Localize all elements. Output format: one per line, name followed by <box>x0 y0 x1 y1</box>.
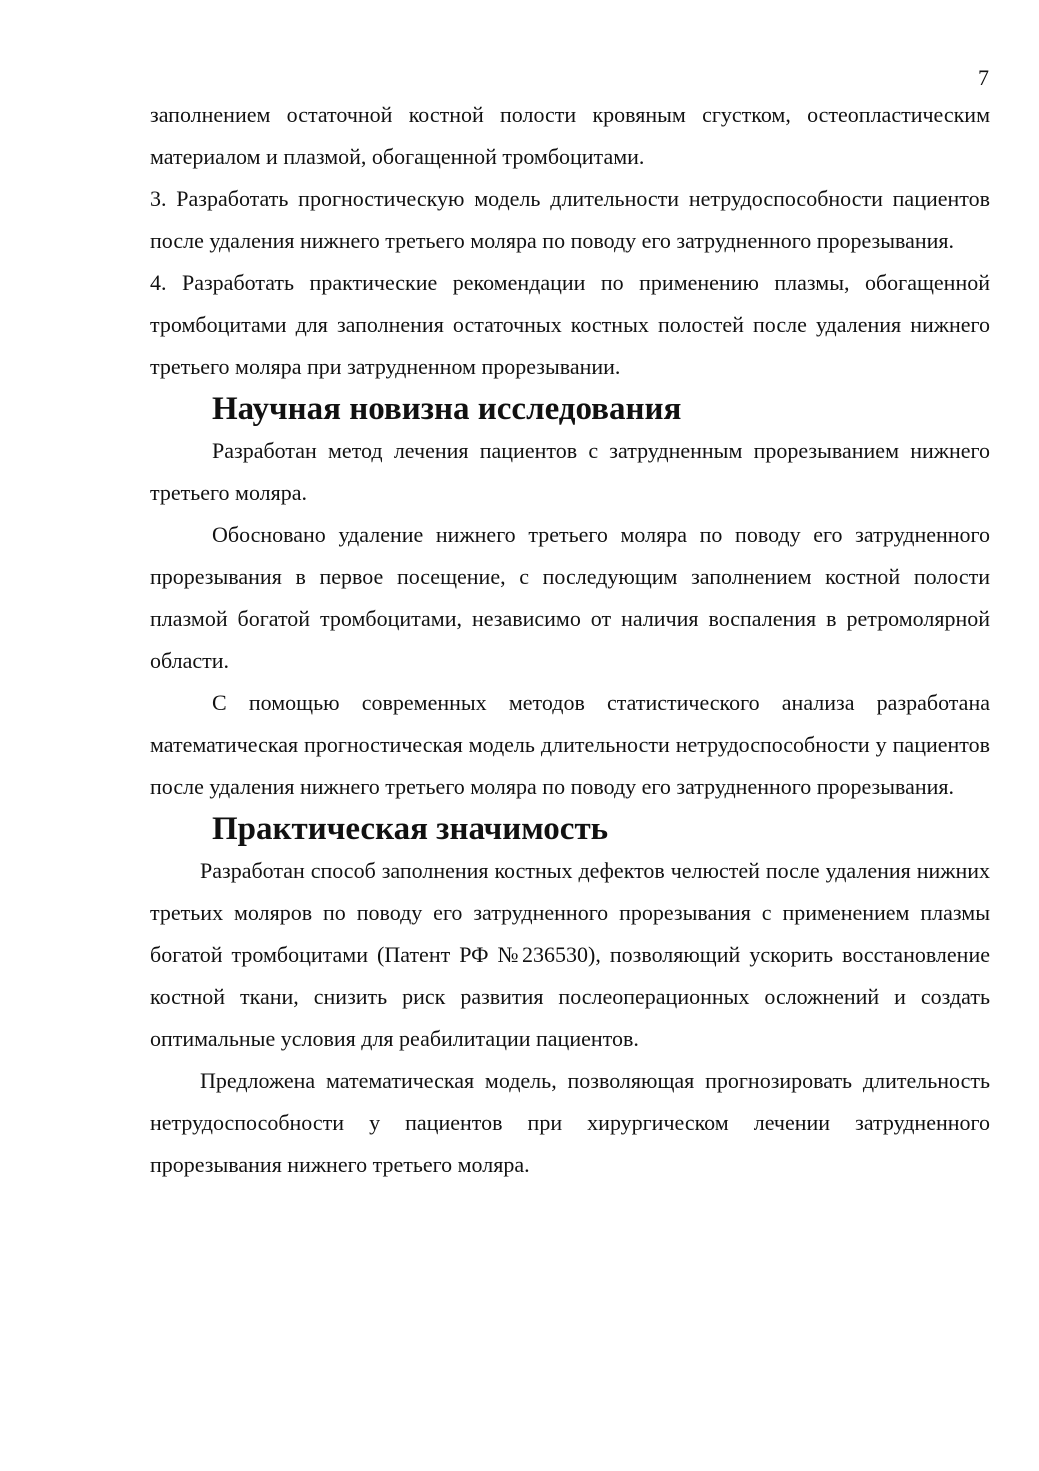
page-number: 7 <box>978 65 989 90</box>
heading-practical-significance: Практическая значимость <box>212 811 609 847</box>
paragraph-novelty-1: Разработан метод лечения пациентов с затрудненным прорезыванием нижнего третьего моляра. <box>150 438 990 505</box>
paragraph-practical-1: Разработан способ заполнения костных дефектов челюстей после удаления нижних третьих моляров по поводу его затрудненного прорезывания с применением плазмы богатой тромбоцитами (Патент РФ №236530), позволяющий ускорить восстановление костной ткани, снизить риск развития послеоперационных осложнений и создать оптимальные условия для реабилитации пациентов. <box>150 858 990 1051</box>
heading-scientific-novelty: Научная новизна исследования <box>212 391 682 427</box>
document-body <box>150 94 990 1186</box>
paragraph-task-3: 3. Разработать прогностическую модель длительности нетрудоспособности пациентов после удаления нижнего третьего моляра по поводу его затрудненного прорезывания. <box>150 186 990 253</box>
paragraph-continuation: заполнением остаточной костной полости кровяным сгустком, остеопластическим материалом и плазмой, обогащенной тромбоцитами. <box>150 102 990 169</box>
paragraph-practical-2: Предложена математическая модель, позволяющая прогнозировать длительность нетрудоспособности у пациентов при хирургическом лечении затрудненного прорезывания нижнего третьего моляра. <box>150 1068 990 1177</box>
paragraph-novelty-3: С помощью современных методов статистического анализа разработана математическая прогностическая модель длительности нетрудоспособности у пациентов после удаления нижнего третьего моляра по поводу его затрудненного прорезывания. <box>150 690 990 799</box>
paragraph-novelty-2: Обосновано удаление нижнего третьего моляра по поводу его затрудненного прорезывания в первое посещение, с последующим заполнением костной полости плазмой богатой тромбоцитами, независимо от наличия воспаления в ретромолярной области. <box>150 522 990 673</box>
paragraph-task-4: 4. Разработать практические рекомендации по применению плазмы, обогащенной тромбоцитами для заполнения остаточных костных полостей после удаления нижнего третьего моляра при затрудненном прорезывании. <box>150 270 990 379</box>
